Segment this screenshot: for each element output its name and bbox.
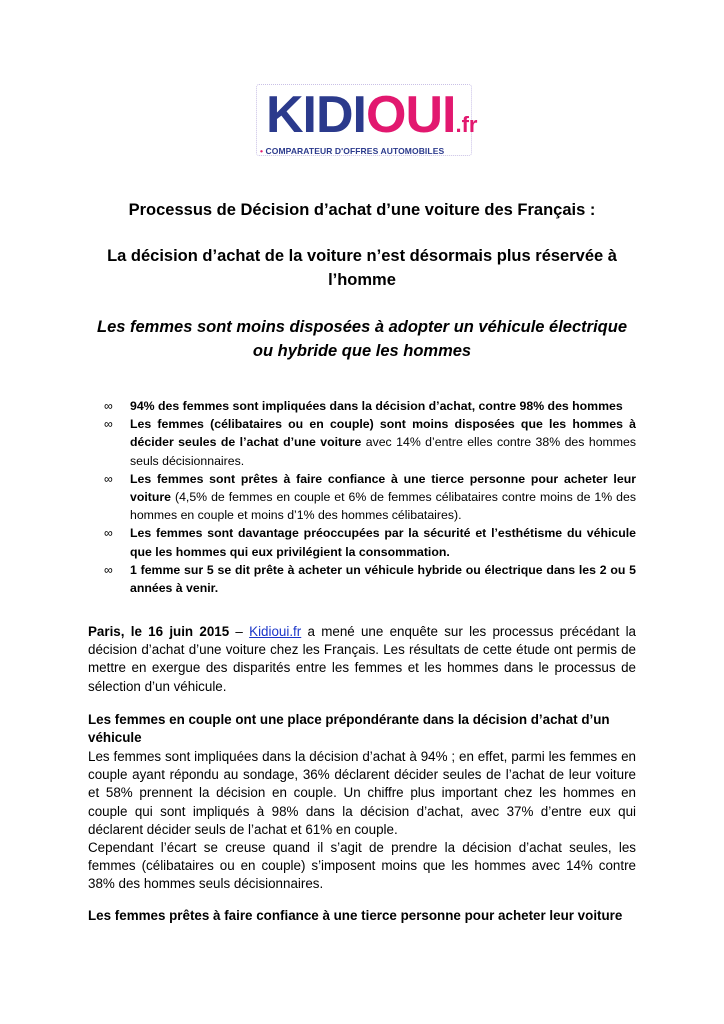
- bullet-text: (4,5% de femmes en couple et 6% de femmes célibataires contre moins de 1% des hommes en couple et moins d’1% des hommes célibataires).: [130, 490, 636, 523]
- bullet-bold-text: 94% des femmes sont impliquées dans la décision d’achat, contre 98% des hommes: [130, 399, 623, 413]
- section-heading-couples: Les femmes en couple ont une place prépondérante dans la décision d’achat d’un véhicule: [88, 712, 610, 746]
- logo-bullet-icon: •: [260, 146, 264, 156]
- logo-tagline-text: COMPARATEUR D'OFFRES AUTOMOBILES: [265, 146, 445, 156]
- infinity-bullet-icon: ∞: [104, 562, 113, 577]
- infinity-bullet-icon: ∞: [104, 526, 113, 541]
- subtitle-line2: l’homme: [328, 271, 396, 289]
- main-title: Processus de Décision d’achat d’une voiture des Français :: [128, 201, 596, 219]
- bullet-text: avec 14% d’entre elles contre 38% des hommes seuls décisionnaires.: [130, 435, 637, 468]
- intro-paragraph: [88, 623, 636, 696]
- list-item: [88, 561, 636, 597]
- list-item: [88, 470, 636, 525]
- dateline: Paris, le 16 juin 2015: [88, 624, 230, 639]
- key-findings-list: [88, 397, 636, 597]
- italic-title-line2: ou hybride que les hommes: [252, 342, 472, 360]
- section-heading-third-party: Les femmes prêtes à faire confiance à une tierce personne pour acheter leur voiture: [88, 908, 623, 923]
- dateline-dash: –: [229, 624, 250, 639]
- logo-word-part2: OUI: [366, 86, 456, 144]
- section1-paragraph1: Les femmes sont impliquées dans la décision d’achat à 94% ; en effet, parmi les femmes en couple ayant répondu au sondage, 36% déclarent décider seules de l’achat de leur voiture et 58% prennent la décision en couple. Un chiffre plus important chez les hommes en couple qui sont impliqués à 98% dans la décision d’achat, avec 37% d’entre eux qui déclarent décider seuls de l’achat et 61% en couple.: [88, 749, 636, 837]
- logo-tagline: [260, 146, 444, 156]
- kidioui-link[interactable]: Kidioui.fr: [249, 624, 302, 639]
- section1-paragraph2: Cependant l’écart se creuse quand il s’agit de prendre la décision d’achat seules, les femmes (célibataires ou en couple) s’imposent moins que les hommes avec 14% contre 38% des hommes seuls décisionnaires.: [88, 840, 636, 892]
- bullet-bold-text: 1 femme sur 5 se dit prête à acheter un véhicule hybride ou électrique dans les 2 ou 5 années à venir.: [130, 562, 636, 596]
- intro-text: a mené une enquête sur les processus précédant la décision d’achat d’une voiture chez les Français. Les résultats de cette étude ont permis de mettre en exergue des disparités entre les femmes et les hommes dans le processus de sélection d’un véhicule.: [88, 624, 636, 694]
- list-item: [88, 524, 636, 560]
- infinity-bullet-icon: ∞: [104, 471, 113, 486]
- list-item: [88, 415, 636, 470]
- bullet-bold-text: Les femmes sont davantage préoccupées par la sécurité et l’esthétisme du véhicule que les hommes qui eux privilégient la consommation.: [130, 526, 636, 559]
- kidioui-logo: [256, 84, 476, 162]
- infinity-bullet-icon: ∞: [104, 399, 113, 413]
- list-item: [88, 397, 636, 415]
- subtitle-line1: La décision d’achat de la voiture n’est désormais plus réservée à: [107, 247, 617, 265]
- italic-title-line1: Les femmes sont moins disposées à adopter un véhicule électrique: [97, 318, 627, 336]
- logo-wordmark: [266, 86, 477, 154]
- bullet-bold-text: Les femmes (célibataires ou en couple) sont moins disposées que les hommes à décider seules de l’achat d’une voiture: [130, 417, 636, 450]
- infinity-bullet-icon: ∞: [104, 417, 113, 432]
- logo-word-part1: KIDI: [266, 86, 366, 144]
- bullet-bold-text: Les femmes sont prêtes à faire confiance à une tierce personne pour acheter leur voiture: [130, 471, 636, 505]
- logo-word-tld: .fr: [455, 112, 478, 137]
